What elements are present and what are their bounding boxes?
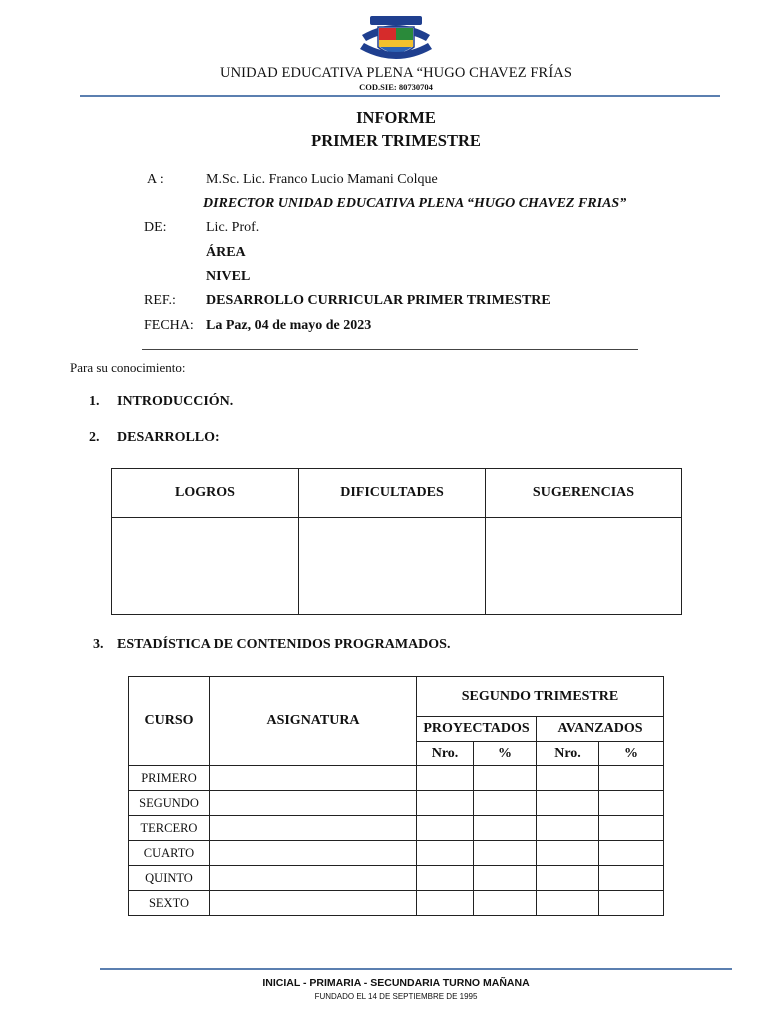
to-role: DIRECTOR UNIDAD EDUCATIVA PLENA “HUGO CHAVEZ FRIAS”: [203, 196, 627, 211]
from-value: Lic. Prof.: [206, 220, 260, 235]
statistics-table: [128, 676, 664, 916]
header-curso: CURSO: [129, 677, 210, 766]
header-proyectados: PROYECTADOS: [417, 717, 537, 742]
row-curso: CUARTO: [129, 841, 210, 866]
header-dificultades: DIFICULTADES: [299, 469, 486, 518]
section-2-title: DESARROLLO:: [117, 430, 220, 445]
data-cell[interactable]: [599, 866, 664, 891]
to-value: M.Sc. Lic. Franco Lucio Mamani Colque: [206, 172, 438, 187]
data-cell[interactable]: [599, 791, 664, 816]
development-table: [111, 468, 682, 615]
intro-text: Para su conocimiento:: [70, 360, 186, 375]
ref-value: DESARROLLO CURRICULAR PRIMER TRIMESTRE: [206, 293, 551, 308]
nivel-value: NIVEL: [206, 269, 251, 284]
row-curso: SEGUNDO: [129, 791, 210, 816]
asignatura-cell[interactable]: [210, 866, 417, 891]
row-curso: QUINTO: [129, 866, 210, 891]
row-curso: PRIMERO: [129, 766, 210, 791]
data-cell[interactable]: [537, 766, 599, 791]
data-cell[interactable]: [417, 766, 474, 791]
data-cell[interactable]: [474, 816, 537, 841]
data-cell[interactable]: [474, 891, 537, 916]
header-proy-pct: %: [474, 742, 537, 766]
data-cell[interactable]: [474, 866, 537, 891]
row-curso: TERCERO: [129, 816, 210, 841]
footer-levels: INICIAL - PRIMARIA - SECUNDARIA TURNO MAÑANA: [262, 977, 530, 989]
data-cell[interactable]: [417, 891, 474, 916]
data-cell[interactable]: [417, 866, 474, 891]
section-2-number: 2.: [89, 430, 100, 445]
date-label: FECHA:: [144, 318, 194, 333]
data-cell[interactable]: [417, 791, 474, 816]
asignatura-cell[interactable]: [210, 816, 417, 841]
row-curso: SEXTO: [129, 891, 210, 916]
sie-code: COD.SIE: 80730704: [359, 82, 433, 92]
section-3-title: ESTADÍSTICA DE CONTENIDOS PROGRAMADOS.: [117, 637, 451, 652]
footer-founded: FUNDADO EL 14 DE SEPTIEMBRE DE 1995: [314, 992, 478, 1001]
header-asignatura: ASIGNATURA: [210, 677, 417, 766]
table-row: [129, 766, 664, 791]
data-cell[interactable]: [537, 816, 599, 841]
report-title: INFORME: [356, 108, 436, 127]
to-label: A :: [147, 172, 164, 187]
header-avz-pct: %: [599, 742, 664, 766]
section-1-title: INTRODUCCIÓN.: [117, 394, 234, 409]
data-cell[interactable]: [537, 866, 599, 891]
from-label: DE:: [144, 220, 167, 235]
data-cell[interactable]: [537, 891, 599, 916]
asignatura-cell[interactable]: [210, 791, 417, 816]
date-value: La Paz, 04 de mayo de 2023: [206, 318, 372, 333]
data-cell[interactable]: [599, 766, 664, 791]
header-avanzados: AVANZADOS: [537, 717, 664, 742]
section-3-number: 3.: [93, 637, 104, 652]
table-row: [129, 891, 664, 916]
data-cell[interactable]: [599, 841, 664, 866]
table-row: [129, 816, 664, 841]
header-logros: LOGROS: [112, 469, 299, 518]
school-crest-icon: [356, 13, 436, 65]
data-cell[interactable]: [417, 841, 474, 866]
header-trimestre: SEGUNDO TRIMESTRE: [417, 677, 664, 717]
data-cell[interactable]: [474, 791, 537, 816]
area-value: ÁREA: [206, 245, 246, 260]
data-cell[interactable]: [537, 841, 599, 866]
data-cell[interactable]: [417, 816, 474, 841]
header-sugerencias: SUGERENCIAS: [486, 469, 682, 518]
report-subtitle: PRIMER TRIMESTRE: [311, 131, 481, 150]
data-cell[interactable]: [599, 891, 664, 916]
dificultades-cell[interactable]: [299, 518, 486, 615]
footer-rule: [100, 968, 732, 970]
section-1-number: 1.: [89, 394, 100, 409]
logros-cell[interactable]: [112, 518, 299, 615]
school-name: UNIDAD EDUCATIVA PLENA “HUGO CHAVEZ FRÍAS: [220, 65, 572, 81]
data-cell[interactable]: [474, 766, 537, 791]
asignatura-cell[interactable]: [210, 766, 417, 791]
header-rule: [80, 95, 720, 97]
ref-label: REF.:: [144, 293, 176, 308]
memo-separator: [142, 349, 638, 350]
table-row: [129, 866, 664, 891]
data-cell[interactable]: [537, 791, 599, 816]
header-proy-nro: Nro.: [417, 742, 474, 766]
data-cell[interactable]: [474, 841, 537, 866]
table-row: [129, 841, 664, 866]
table-row: [129, 791, 664, 816]
data-cell[interactable]: [599, 816, 664, 841]
asignatura-cell[interactable]: [210, 841, 417, 866]
asignatura-cell[interactable]: [210, 891, 417, 916]
sugerencias-cell[interactable]: [486, 518, 682, 615]
header-avz-nro: Nro.: [537, 742, 599, 766]
